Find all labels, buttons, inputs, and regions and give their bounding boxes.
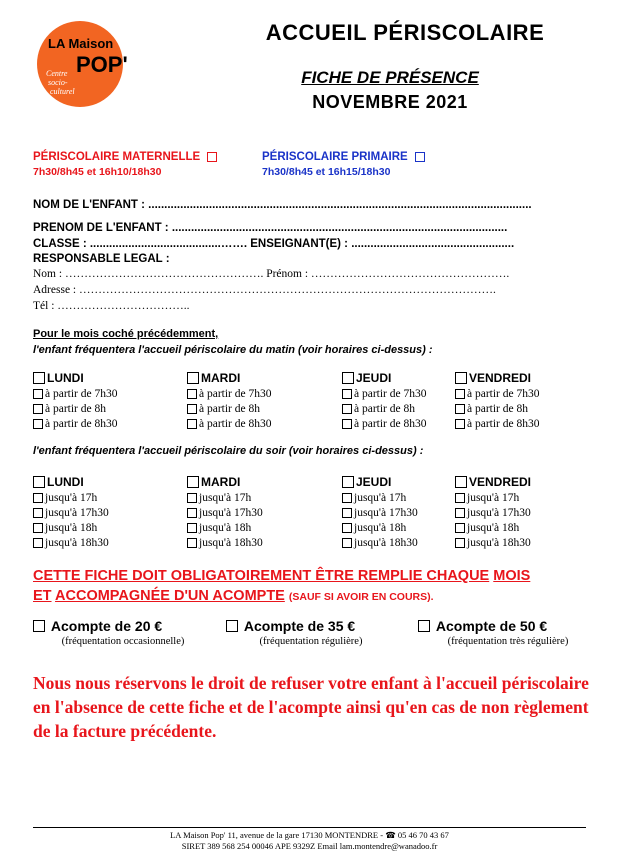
morning-day-jeudi — [342, 370, 472, 431]
morning-time-label: à partir de 8h — [354, 402, 415, 415]
class-teacher-field[interactable]: CLASSE : .........................................……. ENSEIGNANT(E) : ................................................... — [33, 238, 515, 250]
evening-time-checkbox[interactable] — [455, 538, 465, 548]
evening-time-label: jusqu'à 18h — [199, 521, 252, 534]
deposit-option-50 — [418, 618, 598, 647]
morning-day-mardi — [187, 370, 317, 431]
evening-time-label: jusqu'à 17h — [467, 491, 520, 504]
morning-time-option — [342, 401, 472, 416]
morning-time-label: à partir de 8h30 — [354, 417, 427, 430]
evening-day-mardi — [187, 474, 317, 550]
evening-time-option — [455, 535, 585, 550]
child-firstname-field[interactable]: PRÉNOM DE L'ENFANT : ......................................................................................................... — [33, 222, 508, 234]
evening-time-checkbox[interactable] — [187, 538, 197, 548]
deposit-20-checkbox[interactable] — [33, 620, 45, 632]
evening-time-option — [342, 535, 472, 550]
footer-line1: LA Maison Pop' 11, avenue de la gare 17130 MONTENDRE - ☎ 05 46 70 43 67 — [170, 830, 449, 840]
morning-time-label: à partir de 7h30 — [354, 387, 427, 400]
evening-time-option — [33, 535, 163, 550]
option-primaire-label: PÉRISCOLAIRE PRIMAIRE — [262, 151, 408, 163]
evening-time-option — [342, 490, 472, 505]
option-maternelle-hours: 7h30/8h45 et 16h10/18h30 — [33, 166, 162, 178]
evening-time-option — [342, 520, 472, 535]
deposit-50-checkbox[interactable] — [418, 620, 430, 632]
deposit-20-label: Acompte de 20 € — [50, 618, 163, 634]
evening-day-checkbox[interactable] — [342, 476, 354, 488]
morning-time-option — [342, 386, 472, 401]
footer — [33, 830, 586, 852]
morning-time-checkbox[interactable] — [455, 404, 465, 414]
evening-time-option — [33, 520, 163, 535]
evening-time-label: jusqu'à 17h — [45, 491, 98, 504]
option-primaire-hours: 7h30/8h45 et 16h15/18h30 — [262, 166, 391, 178]
morning-day-checkbox[interactable] — [455, 372, 467, 384]
child-name-field[interactable]: NOM DE L'ENFANT : ........................................................................................................................ — [33, 199, 532, 211]
morning-time-option — [33, 401, 163, 416]
page-title: ACCUEIL PÉRISCOLAIRE — [265, 20, 545, 45]
evening-time-option — [455, 490, 585, 505]
evening-time-label: jusqu'à 18h — [467, 521, 520, 534]
morning-day-label: MARDI — [201, 371, 241, 385]
logo-text-line1: LA Maison — [48, 36, 114, 51]
morning-day-label: VENDREDI — [469, 371, 532, 385]
evening-time-checkbox[interactable] — [342, 493, 352, 503]
morning-day-label: JEUDI — [356, 371, 392, 385]
morning-day-heading — [342, 370, 472, 386]
morning-time-label: à partir de 7h30 — [467, 387, 540, 400]
deposit-option-35 — [226, 618, 396, 647]
logo-graphic — [32, 14, 128, 110]
evening-time-label: jusqu'à 18h30 — [467, 536, 531, 549]
morning-time-label: à partir de 7h30 — [199, 387, 272, 400]
evening-day-checkbox[interactable] — [187, 476, 199, 488]
evening-time-label: jusqu'à 17h30 — [354, 506, 418, 519]
deposit-20-note: (fréquentation occasionnelle) — [61, 636, 185, 647]
evening-time-option — [187, 520, 317, 535]
evening-time-label: jusqu'à 17h — [354, 491, 407, 504]
guardian-name-field[interactable]: Nom : ……………………………………………. Prénom : ……………………………………………. — [33, 268, 510, 280]
logo-text-line2: POP' — [76, 52, 128, 77]
evening-day-vendredi — [455, 474, 585, 550]
evening-day-label: VENDREDI — [469, 475, 532, 489]
logo-tagline3: culturel — [50, 87, 75, 96]
logo-tagline1: Centre — [46, 69, 68, 78]
warning-part3: ET — [33, 588, 52, 604]
morning-time-label: à partir de 8h30 — [45, 417, 118, 430]
morning-time-checkbox[interactable] — [33, 389, 43, 399]
evening-time-option — [187, 505, 317, 520]
evening-day-label: JEUDI — [356, 475, 392, 489]
evening-time-label: jusqu'à 17h30 — [45, 506, 109, 519]
morning-day-vendredi — [455, 370, 585, 431]
morning-time-checkbox[interactable] — [33, 419, 43, 429]
page-month: NOVEMBRE 2021 — [312, 92, 468, 112]
evening-time-checkbox[interactable] — [187, 493, 197, 503]
morning-time-label: à partir de 7h30 — [45, 387, 118, 400]
morning-time-option — [187, 386, 317, 401]
deposit-option-20 — [33, 618, 213, 647]
logo-tagline2: socio- — [48, 78, 68, 87]
evening-time-option — [33, 490, 163, 505]
footer-line2: SIRET 389 568 254 00046 APE 9329Z Email lam.montendre@wanadoo.fr — [181, 841, 438, 851]
morning-day-heading — [33, 370, 163, 386]
morning-time-option — [33, 416, 163, 431]
evening-time-checkbox[interactable] — [187, 508, 197, 518]
evening-time-checkbox[interactable] — [455, 508, 465, 518]
evening-day-heading — [342, 474, 472, 490]
morning-time-label: à partir de 8h30 — [467, 417, 540, 430]
option-maternelle — [33, 151, 217, 178]
morning-time-checkbox[interactable] — [187, 404, 197, 414]
refusal-notice: Nous nous réservons le droit de refuser votre enfant à l'accueil périscolaire en l'absence de cette fiche et de l'acompte ainsi qu'en cas de non règlement de la facture précédente. — [33, 673, 589, 741]
evening-day-label: MARDI — [201, 475, 241, 489]
warning-part4: ACCOMPAGNÉE D'UN ACOMPTE — [55, 588, 285, 604]
evening-day-label: LUNDI — [47, 475, 84, 489]
warning-text — [33, 566, 593, 607]
evening-time-label: jusqu'à 18h — [45, 521, 98, 534]
evening-grid — [33, 474, 593, 554]
morning-time-option — [455, 386, 585, 401]
option-primaire-checkbox[interactable] — [415, 152, 425, 162]
evening-time-option — [455, 505, 585, 520]
evening-time-option — [455, 520, 585, 535]
evening-time-label: jusqu'à 18h30 — [199, 536, 263, 549]
evening-day-heading — [187, 474, 317, 490]
evening-day-heading — [455, 474, 585, 490]
deposit-35-label: Acompte de 35 € — [243, 618, 356, 634]
morning-time-label: à partir de 8h30 — [199, 417, 272, 430]
morning-grid — [33, 370, 593, 450]
deposit-35-checkbox[interactable] — [226, 620, 238, 632]
deposit-35-note: (fréquentation régulière) — [259, 636, 363, 647]
evening-time-label: jusqu'à 18h30 — [354, 536, 418, 549]
morning-time-option — [342, 416, 472, 431]
morning-day-checkbox[interactable] — [187, 372, 199, 384]
evening-day-heading — [33, 474, 163, 490]
guardian-heading: RESPONSABLE LÉGAL : — [33, 253, 170, 265]
warning-part2: MOIS — [493, 568, 531, 584]
morning-day-heading — [455, 370, 585, 386]
option-maternelle-checkbox[interactable] — [207, 152, 217, 162]
guardian-phone-field[interactable]: Tél : …………………………….. — [33, 300, 190, 312]
evening-time-option — [187, 535, 317, 550]
morning-time-checkbox[interactable] — [187, 419, 197, 429]
morning-time-checkbox[interactable] — [342, 419, 352, 429]
evening-day-jeudi — [342, 474, 472, 550]
morning-day-lundi — [33, 370, 163, 431]
evening-time-checkbox[interactable] — [33, 523, 43, 533]
morning-time-label: à partir de 8h — [467, 402, 528, 415]
evening-time-checkbox[interactable] — [342, 538, 352, 548]
morning-day-checkbox[interactable] — [33, 372, 45, 384]
morning-time-checkbox[interactable] — [342, 404, 352, 414]
morning-time-checkbox[interactable] — [187, 389, 197, 399]
evening-day-checkbox[interactable] — [33, 476, 45, 488]
morning-label: l'enfant fréquentera l'accueil périscolaire du matin (voir horaires ci-dessus) : — [33, 344, 433, 356]
evening-time-label: jusqu'à 17h — [199, 491, 252, 504]
evening-time-checkbox[interactable] — [33, 508, 43, 518]
evening-time-label: jusqu'à 17h30 — [199, 506, 263, 519]
morning-time-option — [187, 416, 317, 431]
morning-time-checkbox[interactable] — [455, 389, 465, 399]
evening-time-checkbox[interactable] — [342, 508, 352, 518]
morning-time-label: à partir de 8h — [199, 402, 260, 415]
evening-time-checkbox[interactable] — [455, 523, 465, 533]
deposit-50-label: Acompte de 50 € — [435, 618, 548, 634]
morning-time-checkbox[interactable] — [342, 389, 352, 399]
evening-time-label: jusqu'à 18h30 — [45, 536, 109, 549]
morning-time-option — [33, 386, 163, 401]
guardian-address-field[interactable]: Adresse : ………………………………………………………………………………………………. — [33, 284, 496, 296]
morning-time-option — [455, 416, 585, 431]
morning-day-checkbox[interactable] — [342, 372, 354, 384]
morning-time-option — [187, 401, 317, 416]
logo — [32, 14, 128, 110]
evening-time-option — [33, 505, 163, 520]
warning-part1: CETTE FICHE DOIT OBLIGATOIREMENT ÊTRE REMPLIE CHAQUE — [33, 568, 490, 584]
morning-time-checkbox[interactable] — [455, 419, 465, 429]
evening-time-checkbox[interactable] — [187, 523, 197, 533]
attendance-intro: Pour le mois coché précédemment, — [33, 328, 219, 340]
morning-time-label: à partir de 8h — [45, 402, 106, 415]
morning-time-checkbox[interactable] — [33, 404, 43, 414]
deposit-50-note: (fréquentation très régulière) — [447, 636, 569, 647]
page-subtitle: FICHE DE PRÉSENCE — [301, 68, 479, 87]
evening-day-checkbox[interactable] — [455, 476, 467, 488]
footer-divider — [33, 827, 586, 828]
evening-time-checkbox[interactable] — [33, 493, 43, 503]
evening-time-option — [187, 490, 317, 505]
option-maternelle-label: PÉRISCOLAIRE MATERNELLE — [33, 151, 201, 163]
evening-time-checkbox[interactable] — [455, 493, 465, 503]
morning-day-label: LUNDI — [47, 371, 84, 385]
morning-time-option — [455, 401, 585, 416]
option-primaire — [262, 151, 425, 178]
evening-time-label: jusqu'à 18h — [354, 521, 407, 534]
evening-day-lundi — [33, 474, 163, 550]
evening-time-label: jusqu'à 17h30 — [467, 506, 531, 519]
warning-part5: (SAUF SI AVOIR EN COURS). — [288, 591, 434, 603]
evening-label: l'enfant fréquentera l'accueil périscolaire du soir (voir horaires ci-dessus) : — [33, 445, 424, 457]
evening-time-checkbox[interactable] — [342, 523, 352, 533]
evening-time-checkbox[interactable] — [33, 538, 43, 548]
evening-time-option — [342, 505, 472, 520]
morning-day-heading — [187, 370, 317, 386]
